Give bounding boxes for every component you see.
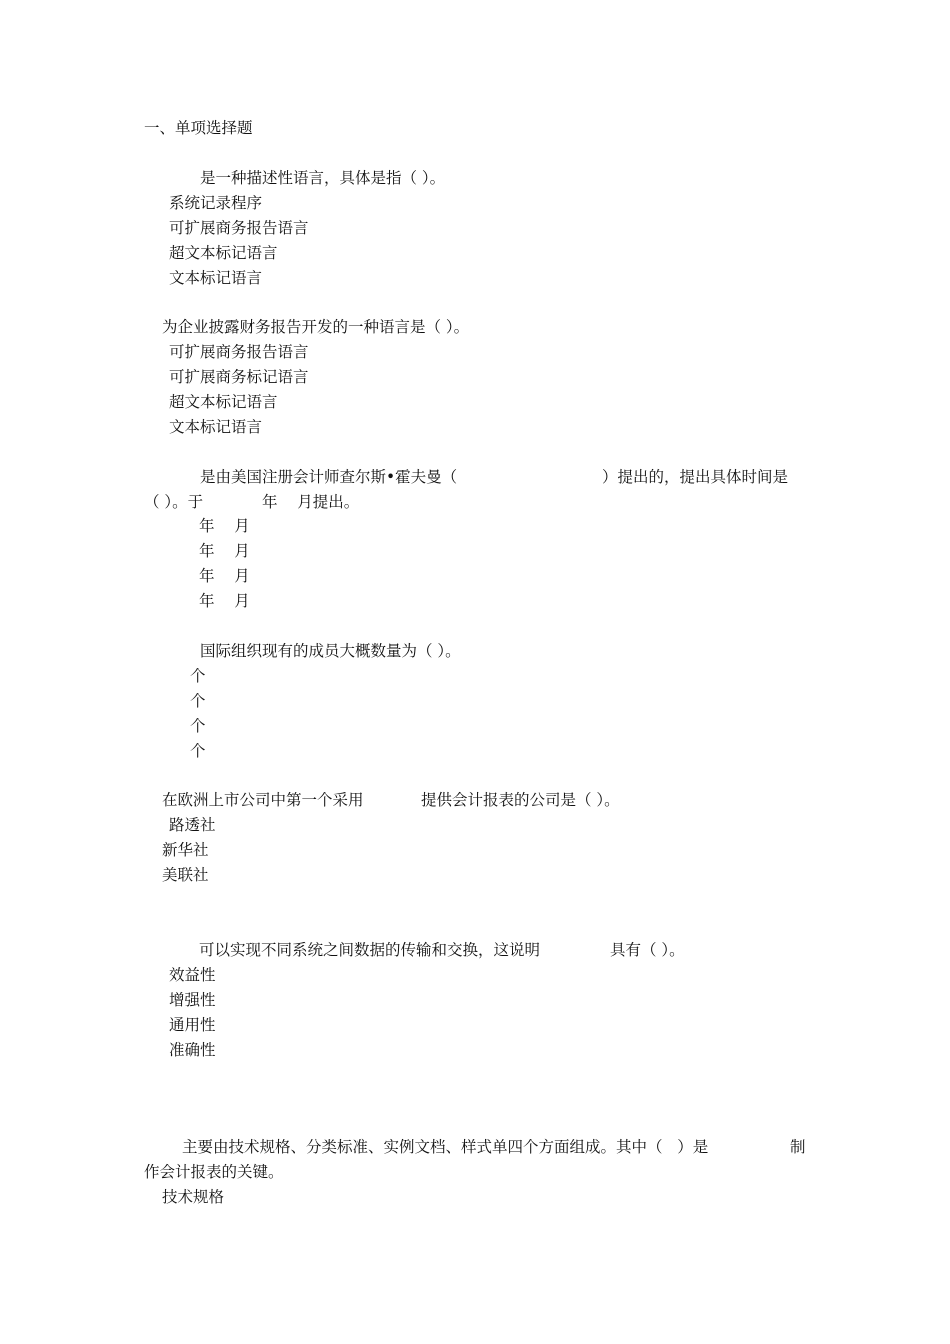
q5-option: 新华社 (162, 841, 209, 859)
q1-option: 超文本标记语言 (169, 244, 278, 262)
q7-stem-c: 作会计报表的关键。 (144, 1163, 284, 1181)
q3-stem-d: 年 月提出。 (262, 493, 360, 511)
q3-stem-c: （ ）。于 (144, 493, 204, 511)
q7-stem-a: 主要由技术规格、分类标准、实例文档、样式单四个方面组成。其中（ ）是 (182, 1138, 709, 1156)
q4-option: 个 (190, 717, 206, 735)
q7-stem-b: 制 (790, 1138, 806, 1156)
q4-option: 个 (190, 692, 206, 710)
q5-option: 路透社 (169, 816, 216, 834)
q2-option: 可扩展商务报告语言 (169, 343, 309, 361)
q6-stem-b: 具有（ ）。 (610, 941, 685, 959)
q3-option: 年 月 (199, 567, 250, 585)
q3-stem-b: ）提出的，提出具体时间是 (602, 468, 789, 486)
q6-option: 准确性 (169, 1041, 216, 1059)
q3-stem-a: 是由美国注册会计师查尔斯•霍夫曼（ (200, 468, 458, 486)
q4-stem: 国际组织现有的成员大概数量为（ ）。 (200, 642, 461, 660)
q5-stem-a: 在欧洲上市公司中第一个采用 (162, 791, 364, 809)
q3-option: 年 月 (199, 517, 250, 535)
q6-option: 效益性 (169, 966, 216, 984)
section-title: 一、单项选择题 (144, 119, 253, 137)
q7-option: 技术规格 (162, 1188, 225, 1206)
q6-stem-a: 可以实现不同系统之间数据的传输和交换，这说明 (199, 941, 541, 959)
q6-option: 增强性 (169, 991, 216, 1009)
q5-stem-b: 提供会计报表的公司是（ ）。 (421, 791, 620, 809)
q3-option: 年 月 (199, 592, 250, 610)
q1-stem: 是一种描述性语言，具体是指（ ）。 (200, 169, 446, 187)
q2-option: 超文本标记语言 (169, 393, 278, 411)
q3-option: 年 月 (199, 542, 250, 560)
q2-option: 文本标记语言 (169, 418, 263, 436)
q2-option: 可扩展商务标记语言 (169, 368, 309, 386)
q6-option: 通用性 (169, 1016, 216, 1034)
q5-option: 美联社 (162, 866, 209, 884)
q1-option: 系统记录程序 (169, 194, 263, 212)
q4-option: 个 (190, 667, 206, 685)
q1-option: 可扩展商务报告语言 (169, 219, 309, 237)
q1-option: 文本标记语言 (169, 269, 263, 287)
q4-option: 个 (190, 742, 206, 760)
q2-stem: 为企业披露财务报告开发的一种语言是（ ）。 (162, 318, 470, 336)
